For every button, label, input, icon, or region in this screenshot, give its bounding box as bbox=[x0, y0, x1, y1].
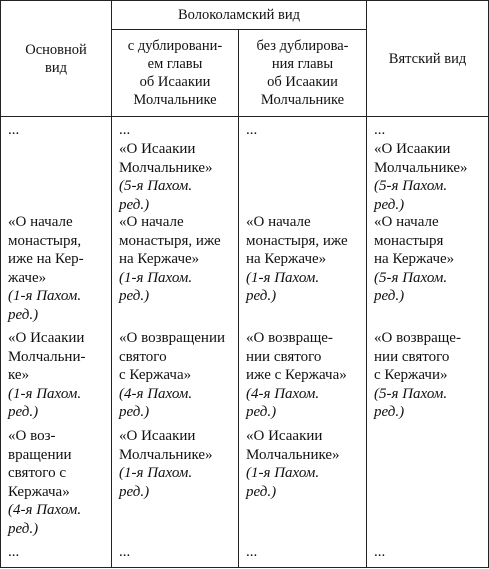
entry-main-0 bbox=[8, 213, 108, 324]
entry-edition: (4-я Пахом. ред.) bbox=[246, 385, 320, 420]
header-without-duplication: без дублирова- ния главы об Исаакии Молчальнике bbox=[239, 30, 367, 117]
header-main-view: Основной вид bbox=[1, 1, 112, 117]
entry-title: «О Исаакии Молчальни- ке» bbox=[8, 330, 86, 383]
entry-edition: (5-я Пахом. ред.) bbox=[374, 385, 448, 420]
entry-main-1 bbox=[8, 329, 108, 422]
entry-edition: (1-я Пахом. ред.) bbox=[8, 288, 82, 323]
entry-title: «О возвраще- нии святого иже с Кержача» bbox=[246, 330, 347, 383]
ellipsis-top: ... bbox=[374, 122, 386, 138]
entry-edition: (1-я Пахом. ред.) bbox=[246, 269, 320, 304]
ellipsis-bottom: ... bbox=[374, 544, 386, 560]
column-main-view bbox=[1, 117, 112, 568]
entry-dup-3 bbox=[119, 427, 235, 501]
entry-nodup-0 bbox=[246, 213, 363, 306]
header-with-duplication: с дублировани- ем главы об Исаакии Молчальнике bbox=[112, 30, 239, 117]
entry-title: «О возвращении святого с Кержача» bbox=[119, 330, 226, 383]
ellipsis-bottom: ... bbox=[119, 544, 131, 560]
ellipsis-top: ... bbox=[8, 122, 20, 138]
entry-edition: (5-я Пахом. ред.) bbox=[119, 178, 193, 213]
ellipsis-top: ... bbox=[119, 122, 131, 138]
column-without-duplication bbox=[239, 117, 367, 568]
entry-main-2 bbox=[8, 427, 108, 538]
entry-title: «О Исаакии Молчальнике» bbox=[119, 428, 213, 463]
header-vyatka-view: Вятский вид bbox=[367, 1, 489, 117]
ellipsis-bottom: ... bbox=[8, 544, 20, 560]
entry-edition: (1-я Пахом. ред.) bbox=[119, 269, 193, 304]
entry-vyat-1 bbox=[374, 213, 485, 306]
entry-title: «О Исаакии Молчальнике» bbox=[246, 428, 340, 463]
ellipsis-bottom: ... bbox=[246, 544, 258, 560]
entry-edition: (5-я Пахом. ред.) bbox=[374, 178, 448, 213]
entry-title: «О Исаакии Молчальнике» bbox=[119, 141, 213, 176]
entry-vyat-2 bbox=[374, 329, 485, 422]
entry-edition: (4-я Пахом. ред.) bbox=[8, 502, 82, 537]
entry-title: «О воз- вращении святого с Кержача» bbox=[8, 428, 72, 500]
entry-title: «О начале монастыря, иже на Кержаче» bbox=[246, 214, 348, 267]
entry-dup-1 bbox=[119, 213, 235, 306]
column-vyatka-view bbox=[367, 117, 489, 568]
entry-nodup-1 bbox=[246, 329, 363, 422]
entry-vyat-0 bbox=[374, 140, 485, 214]
entry-title: «О начале монастыря, иже на Кержаче» bbox=[119, 214, 221, 267]
entry-nodup-2 bbox=[246, 427, 363, 501]
entry-title: «О Исаакии Молчальнике» bbox=[374, 141, 468, 176]
entry-edition: (4-я Пахом. ред.) bbox=[119, 385, 193, 420]
entry-dup-0 bbox=[119, 140, 235, 214]
entry-title: «О начале монастыря, иже на Кер- жаче» bbox=[8, 214, 84, 286]
header-volokolamsk-view: Волоколамский вид bbox=[112, 1, 367, 30]
entry-edition: (5-я Пахом. ред.) bbox=[374, 269, 448, 304]
entry-edition: (1-я Пахом. ред.) bbox=[8, 385, 82, 420]
entry-dup-2 bbox=[119, 329, 235, 422]
entry-title: «О возвраще- нии святого с Кержачи» bbox=[374, 330, 461, 383]
entry-edition: (1-я Пахом. ред.) bbox=[119, 465, 193, 500]
ellipsis-top: ... bbox=[246, 122, 258, 138]
entry-edition: (1-я Пахом. ред.) bbox=[246, 465, 320, 500]
entry-title: «О начале монастыря на Кержаче» bbox=[374, 214, 455, 267]
column-with-duplication bbox=[112, 117, 239, 568]
